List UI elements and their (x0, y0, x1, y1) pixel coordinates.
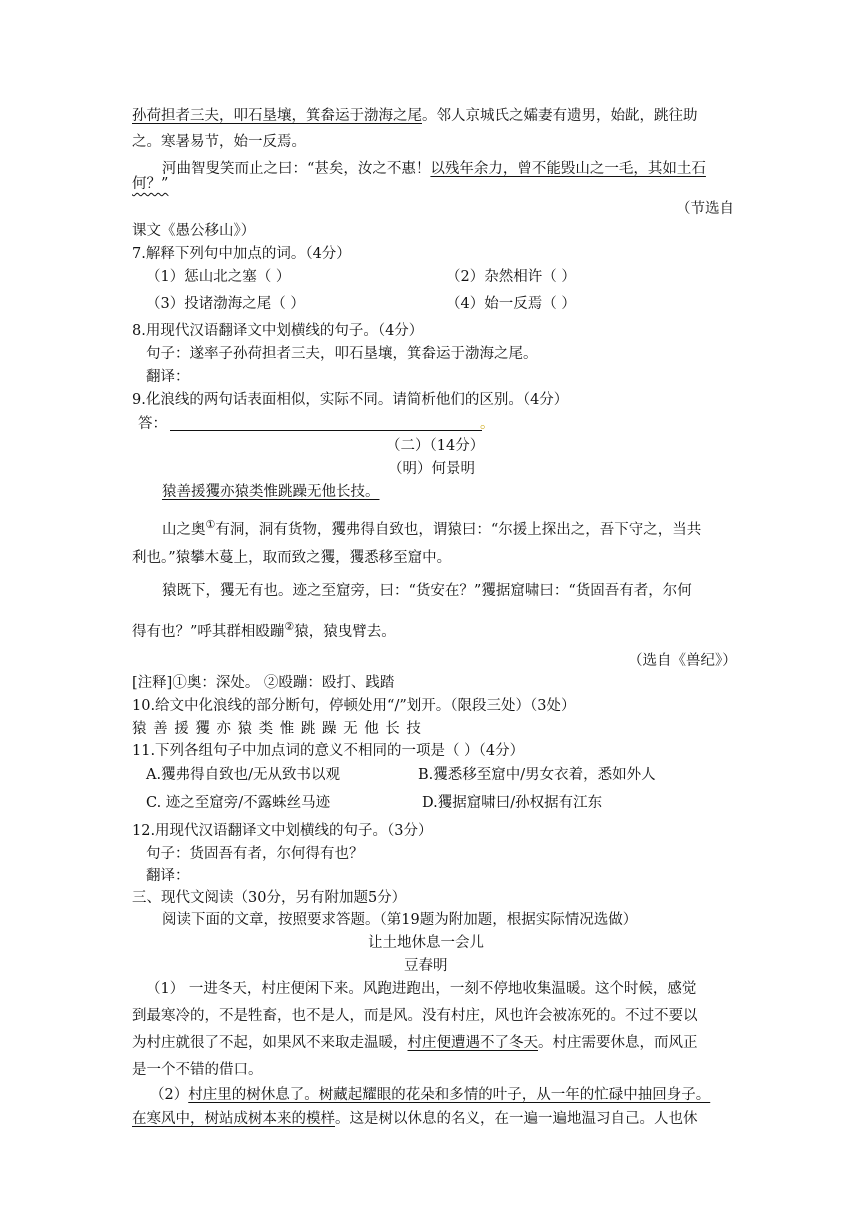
passage2-p1-line1 (162, 515, 701, 540)
article-text: 。这是树以休息的名义，在一遍一遍地温习自己。人也休 (335, 1111, 698, 1127)
underlined-sentence: 以残年余力，曾不能毁山之一毛，其如土石 (430, 161, 706, 177)
q12-translate: 翻译： (146, 868, 190, 884)
q7-item-3: （3）投诸渤海之尾（ ） (146, 296, 305, 312)
article-text: 为村庄就很了不起，如果风不来取走温暖， (132, 1035, 408, 1051)
article-p1-line4: 是一个不错的借口。 (132, 1062, 263, 1078)
underlined-sentence: 孙荷担者三夫，叩石垦壤，箕畚运于渤海之尾 (132, 108, 422, 124)
q11-option-b: B.玃悉移至窟中/男女衣着，悉如外人 (418, 767, 656, 783)
passage2-p1-line2: 利也。”猿攀木蔓上，取而致之玃，玃悉移至窟中。 (132, 550, 452, 566)
q11-option-d: D.玃据窟啸曰/孙权据有江东 (422, 795, 603, 811)
q9-stem: 9.化浪线的两句话表面相似，实际不同。请简析他们的区别。（4分） (132, 392, 569, 408)
passage1-text: 。邻人京城氏之孀妻有遗男，始龀，跳往助 (422, 108, 698, 124)
q12-stem: 12.用现代汉语翻译文中划横线的句子。（3分） (132, 823, 433, 839)
passage2-text: 得有也？”呼其群相殴蹦 (132, 623, 285, 640)
section3-heading: 三、现代文阅读（30分，另有附加题5分） (132, 890, 407, 906)
underlined-sentence: 猿善援玃亦猿类惟跳躁无他长技。 (162, 484, 380, 500)
passage1-text: 河曲智叟笑而止之曰：“甚矣，汝之不惠！ (162, 161, 431, 177)
passage1-source-b: 课文《愚公移山》） (132, 223, 256, 239)
passage2-first-sentence (162, 482, 380, 502)
q7-item-1: （1）惩山北之塞（ ） (146, 269, 291, 285)
q11-option-c: C. 迹之至窟旁/不露蛛丝马迹 (146, 795, 331, 811)
q11-stem: 11.下列各组句子中加点词的意义不相同的一项是（ ）（4分） (132, 743, 525, 759)
q12-sentence: 句子：货固吾有者，尔何得有也？ (146, 846, 364, 862)
passage2-p2-line2 (132, 617, 396, 642)
passage2-source: （选自《兽纪》） (628, 653, 737, 669)
underlined-phrase: 村庄便遭遇不了冬天 (407, 1035, 538, 1051)
note-marker-1: ① (205, 518, 216, 531)
article-p1-line3 (132, 1033, 698, 1053)
article-p2-line1 (150, 1085, 710, 1105)
passage1-line4 (132, 174, 168, 194)
passage2-part: （二）（14分） (386, 438, 485, 454)
q7-item-2: （2）杂然相许（ ） (446, 269, 576, 285)
article-p1-line2: 到最寒冷的，不是牲畜，也不是人，而是风。没有村庄，风也许会被冻死的。不过不要以 (132, 1008, 698, 1024)
q7-stem: 7.解释下列句中加点的词。（4分） (132, 246, 351, 262)
q7-item-4: （4）始一反焉（ ） (446, 296, 576, 312)
article-p1-line1: （1） 一进冬天，村庄便闲下来。风跑进跑出，一刻不停地收集温暖。这个时候，感觉 (146, 981, 697, 997)
q8-sentence: 句子：遂率子孙荷担者三夫，叩石垦壤，箕畚运于渤海之尾。 (146, 346, 538, 362)
q11-option-a: A.玃弗得自致也/无从致书以观 (146, 767, 340, 783)
passage2-author: （明）何景明 (388, 461, 475, 477)
q9-answer-label: 答： (138, 416, 167, 432)
passage1-line1 (132, 106, 698, 126)
article-text: 。村庄需要休息，而风正 (538, 1035, 698, 1051)
q8-translate: 翻译： (146, 369, 190, 385)
section3-instruction: 阅读下面的文章，按照要求答题。（第19题为附加题，根据实际情况选做） (162, 912, 638, 928)
passage1-line2: 之。寒暑易节，始一反焉。 (132, 134, 306, 150)
passage1-line3 (162, 159, 706, 179)
article-p2-line2 (132, 1109, 698, 1129)
article-title: 让土地休息一会儿 (368, 935, 484, 951)
q10-text: 猿 善 援 玃 亦 猿 类 惟 跳 躁 无 他 长 技 (132, 721, 422, 737)
passage2-text: 有洞，洞有货物，玃弗得自致也，谓猿曰：“尔援上探出之，吾下守之，当共 (215, 521, 702, 538)
note-marker-2: ② (284, 620, 295, 633)
q9-end-mark: 。 (480, 416, 495, 432)
passage2-text: 山之奥 (162, 521, 206, 538)
underlined-sentence: 在寒风中，树站成树本来的模样 (132, 1111, 335, 1127)
wavy-underlined-text: 何？” (132, 176, 169, 192)
passage2-text: 猿，猿曳臂去。 (294, 623, 396, 640)
article-text: （2） (150, 1087, 189, 1103)
passage2-notes: [注释]①奥：深处。 ②殴蹦：殴打、践踏 (132, 675, 395, 691)
answer-line (170, 430, 482, 431)
passage1-source-a: （节选自 (676, 201, 734, 217)
article-author: 豆春明 (404, 958, 448, 974)
underlined-sentence: 村庄里的树休息了。树藏起耀眼的花朵和多情的叶子，从一年的忙碌中抽回身子。 (188, 1087, 711, 1103)
passage2-p2-line1: 猿既下，玃无有也。迹之至窟旁，曰：“货安在？”玃据窟啸曰：“货固吾有者，尔何 (162, 583, 692, 599)
q8-stem: 8.用现代汉语翻译文中划横线的句子。（4分） (132, 323, 424, 339)
q10-stem: 10.给文中化浪线的部分断句，停顿处用“/”划开。（限段三处）（3处） (132, 698, 576, 714)
